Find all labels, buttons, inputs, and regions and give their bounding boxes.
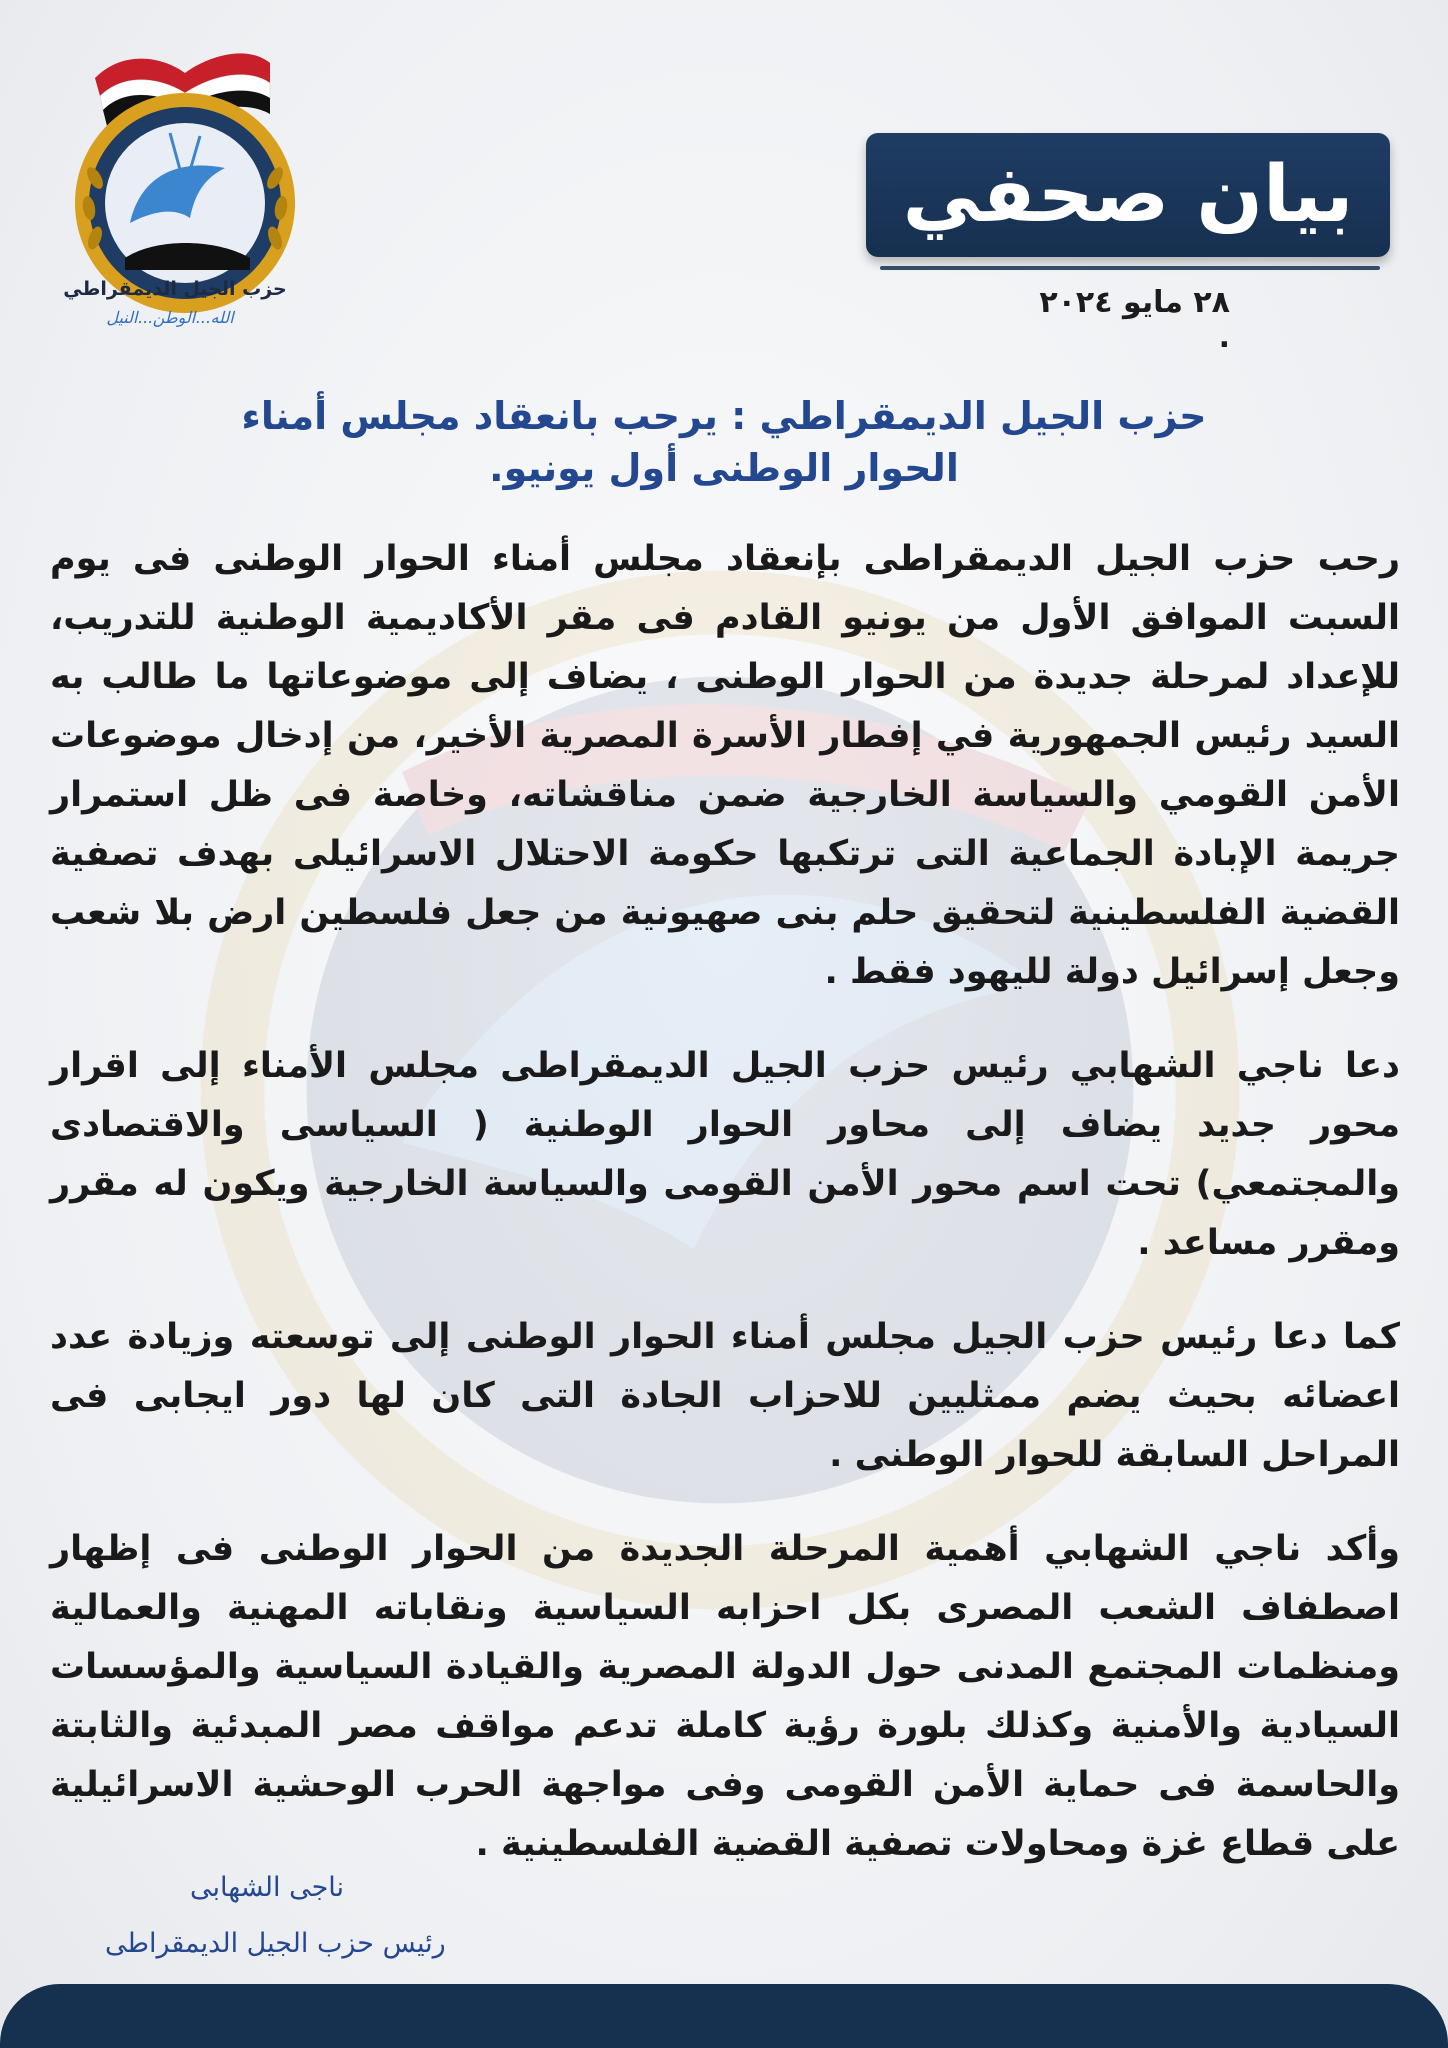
headline <box>100 390 1348 494</box>
paragraph-3: كما دعا رئيس حزب الجيل مجلس أمناء الحوار الوطنى إلى توسعته وزيادة عدد اعضائه بحيث يضم ممثليين للاحزاب الجادة التى كان لها دور ايجابى فى المراحل السابقة للحوار الوطنى . <box>50 1317 1400 1475</box>
press-release-badge: بيان صحفي <box>866 133 1390 257</box>
body-text <box>50 530 1400 1909</box>
party-logo <box>55 38 315 348</box>
release-date: ٢٨ مايو ٢٠٢٤ . <box>1039 285 1230 355</box>
paragraph-4: وأكد ناجي الشهابي أهمية المرحلة الجديدة من الحوار الوطنى فى إظهار اصطفاف الشعب المصرى بكل احزابه السياسية ونقاباته المهنية والعمالية ومنظمات المجتمع المدنى حول الدولة المصرية والقيادة السياسية والمؤسسات السيادية والأمنية وكذلك بلورة رؤية كاملة تدعم مواقف مصر المبدئية والثابتة والحاسمة فى حماية الأمن القومى وفى مواجهة الحرب الوحشية الاسرائيلية على قطاع غزة ومحاولات تصفية القضية الفلسطينية . <box>50 1529 1400 1864</box>
badge-underline <box>880 266 1380 270</box>
logo-slogan: الله...الوطن...النيل <box>106 308 234 327</box>
footer-bar <box>0 1984 1448 2048</box>
paragraph-2: دعا ناجي الشهابي رئيس حزب الجيل الديمقراطى مجلس الأمناء إلى اقرار محور جديد يضاف إلى محاور الحوار الوطنية ( السياسى والاقتصادى والمجتمعي) تحت اسم محور الأمن القومى والسياسة الخارجية ويكون له مقرر ومقرر مساعد . <box>50 1046 1400 1263</box>
paragraph-1: رحب حزب الجيل الديمقراطى بإنعقاد مجلس أمناء الحوار الوطنى فى يوم السبت الموافق الأول من يونيو القادم فى مقر الأكاديمية الوطنية للتدريب، للإعداد لمرحلة جديدة من الحوار الوطنى ، يضاف إلى موضوعاتها ما طالب به السيد رئيس الجمهورية في إفطار الأسرة المصرية الأخير، من إدخال موضوعات الأمن القومي والسياسة الخارجية ضمن مناقشاته، وخاصة فى ظل استمرار جريمة الإبادة الجماعية التى ترتكبها حكومة الاحتلال الاسرائيلى بهدف تصفية القضية الفلسطينية لتحقيق حلم بنى صهيونية من جعل فلسطين ارض بلا شعب وجعل إسرائيل دولة لليهود فقط . <box>50 539 1400 992</box>
headline-line-2: الحوار الوطنى أول يونيو. <box>489 446 959 490</box>
headline-line-1: حزب الجيل الديمقراطي : يرحب بانعقاد مجلس أمناء <box>241 394 1207 438</box>
signatory-title: رئيس حزب الجيل الديمقراطى <box>105 1928 446 1959</box>
signatory-name: ناجى الشهابى <box>190 1872 345 1903</box>
logo-party-name: حزب الجيل الديمقراطي <box>63 278 287 300</box>
